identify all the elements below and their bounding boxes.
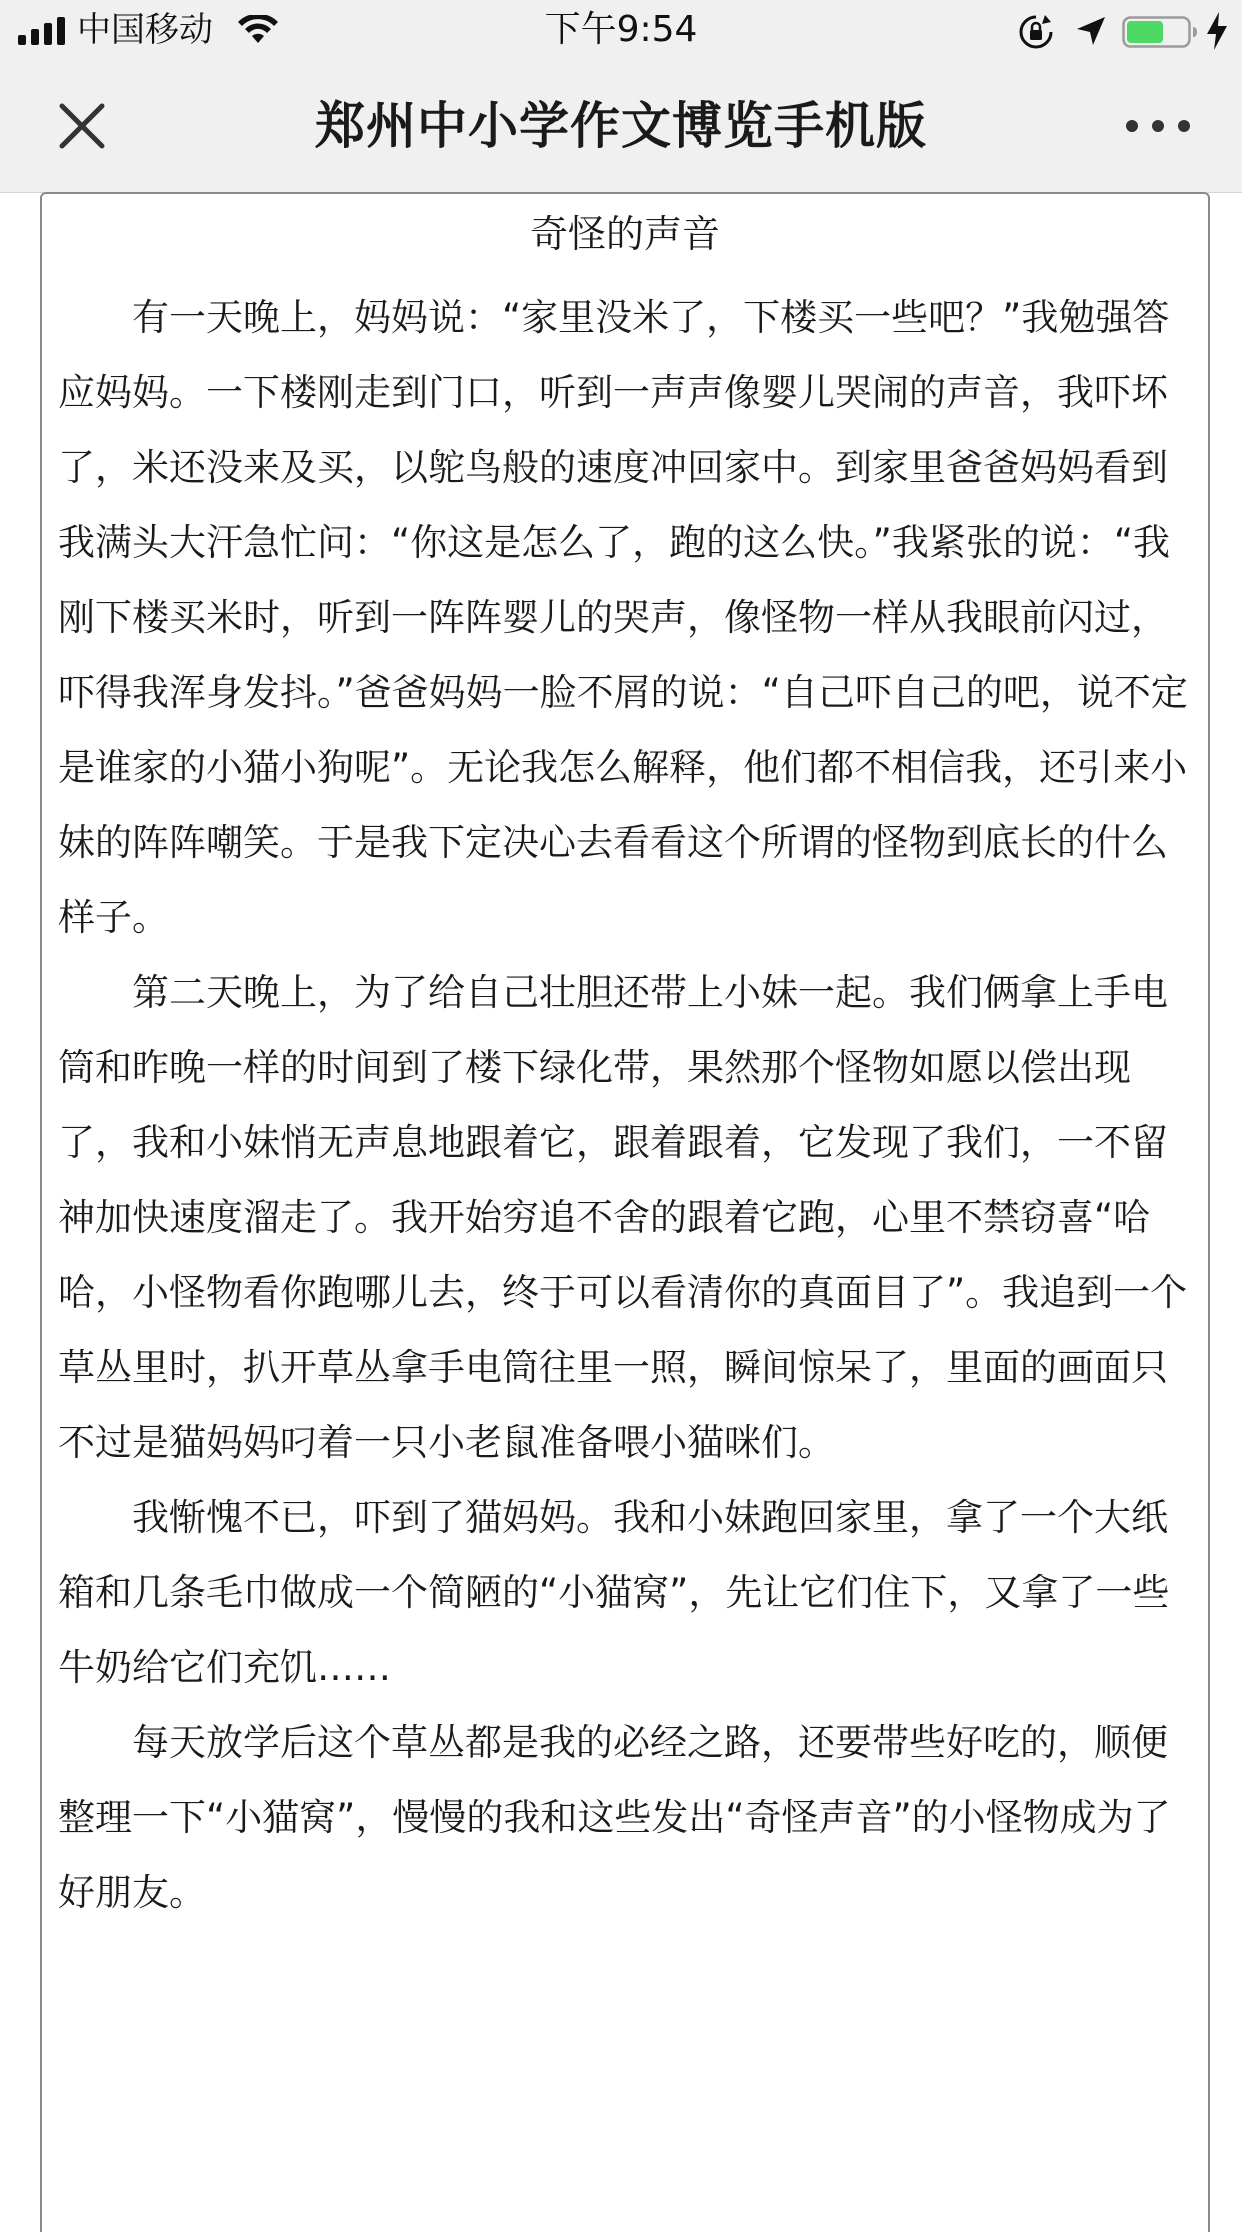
article-paragraph: 第二天晚上，为了给自己壮胆还带上小妹一起。我们俩拿上手电筒和昨晚一样的时间到了楼下绿化带，果然那个怪物如愿以偿出现了，我和小妹悄无声息地跟着它，跟着跟着，它发现了我们，一不留神加快速度溜走了。我开始穷追不舍的跟着它跑，心里不禁窃喜“哈哈，小怪物看你跑哪儿去，终于可以看清你的真面目了”。我追到一个草丛里时，扒开草丛拿手电筒往里一照，瞬间惊呆了，里面的画面只不过是猫妈妈叼着一只小老鼠准备喂小猫咪们。 (58, 971, 1188, 1464)
article-paragraph: 每天放学后这个草丛都是我的必经之路，还要带些好吃的，顺便整理一下“小猫窝”，慢慢的我和这些发出“奇怪声音”的小怪物成为了好朋友。 (58, 1721, 1171, 1914)
location-icon (1074, 14, 1108, 48)
charging-icon (1205, 12, 1229, 50)
page-title: 郑州中小学作文博览手机版 (315, 97, 927, 155)
more-button[interactable] (1122, 106, 1194, 146)
article-panel (40, 192, 1210, 2232)
carrier-name: 中国移动 (77, 10, 213, 50)
article-paragraph: 我惭愧不已，吓到了猫妈妈。我和小妹跑回家里，拿了一个大纸箱和几条毛巾做成一个简陋的“小猫窝”，先让它们住下，又拿了一些牛奶给它们充饥…… (58, 1496, 1170, 1689)
status-bar (0, 0, 1242, 62)
article-title: 奇怪的声音 (529, 212, 720, 256)
nav-bar (0, 62, 1242, 193)
battery-icon (1122, 16, 1198, 48)
orientation-lock-icon (1018, 14, 1054, 50)
status-time: 下午9:54 (544, 9, 698, 50)
article-paragraph: 有一天晚上，妈妈说：“家里没米了，下楼买一些吧？”我勉强答应妈妈。一下楼刚走到门口，听到一声声像婴儿哭闹的声音，我吓坏了，米还没来及买，以鸵鸟般的速度冲回家中。到家里爸爸妈妈看到我满头大汗急忙问：“你这是怎么了，跑的这么快。”我紧张的说：“我刚下楼买米时，听到一阵阵婴儿的哭声，像怪物一样从我眼前闪过，吓得我浑身发抖。”爸爸妈妈一脸不屑的说：“自己吓自己的吧，说不定是谁家的小猫小狗呢”。无论我怎么解释，他们都不相信我，还引来小妹的阵阵嘲笑。于是我下定决心去看看这个所谓的怪物到底长的什么样子。 (58, 296, 1188, 939)
article-body (58, 280, 1196, 1930)
